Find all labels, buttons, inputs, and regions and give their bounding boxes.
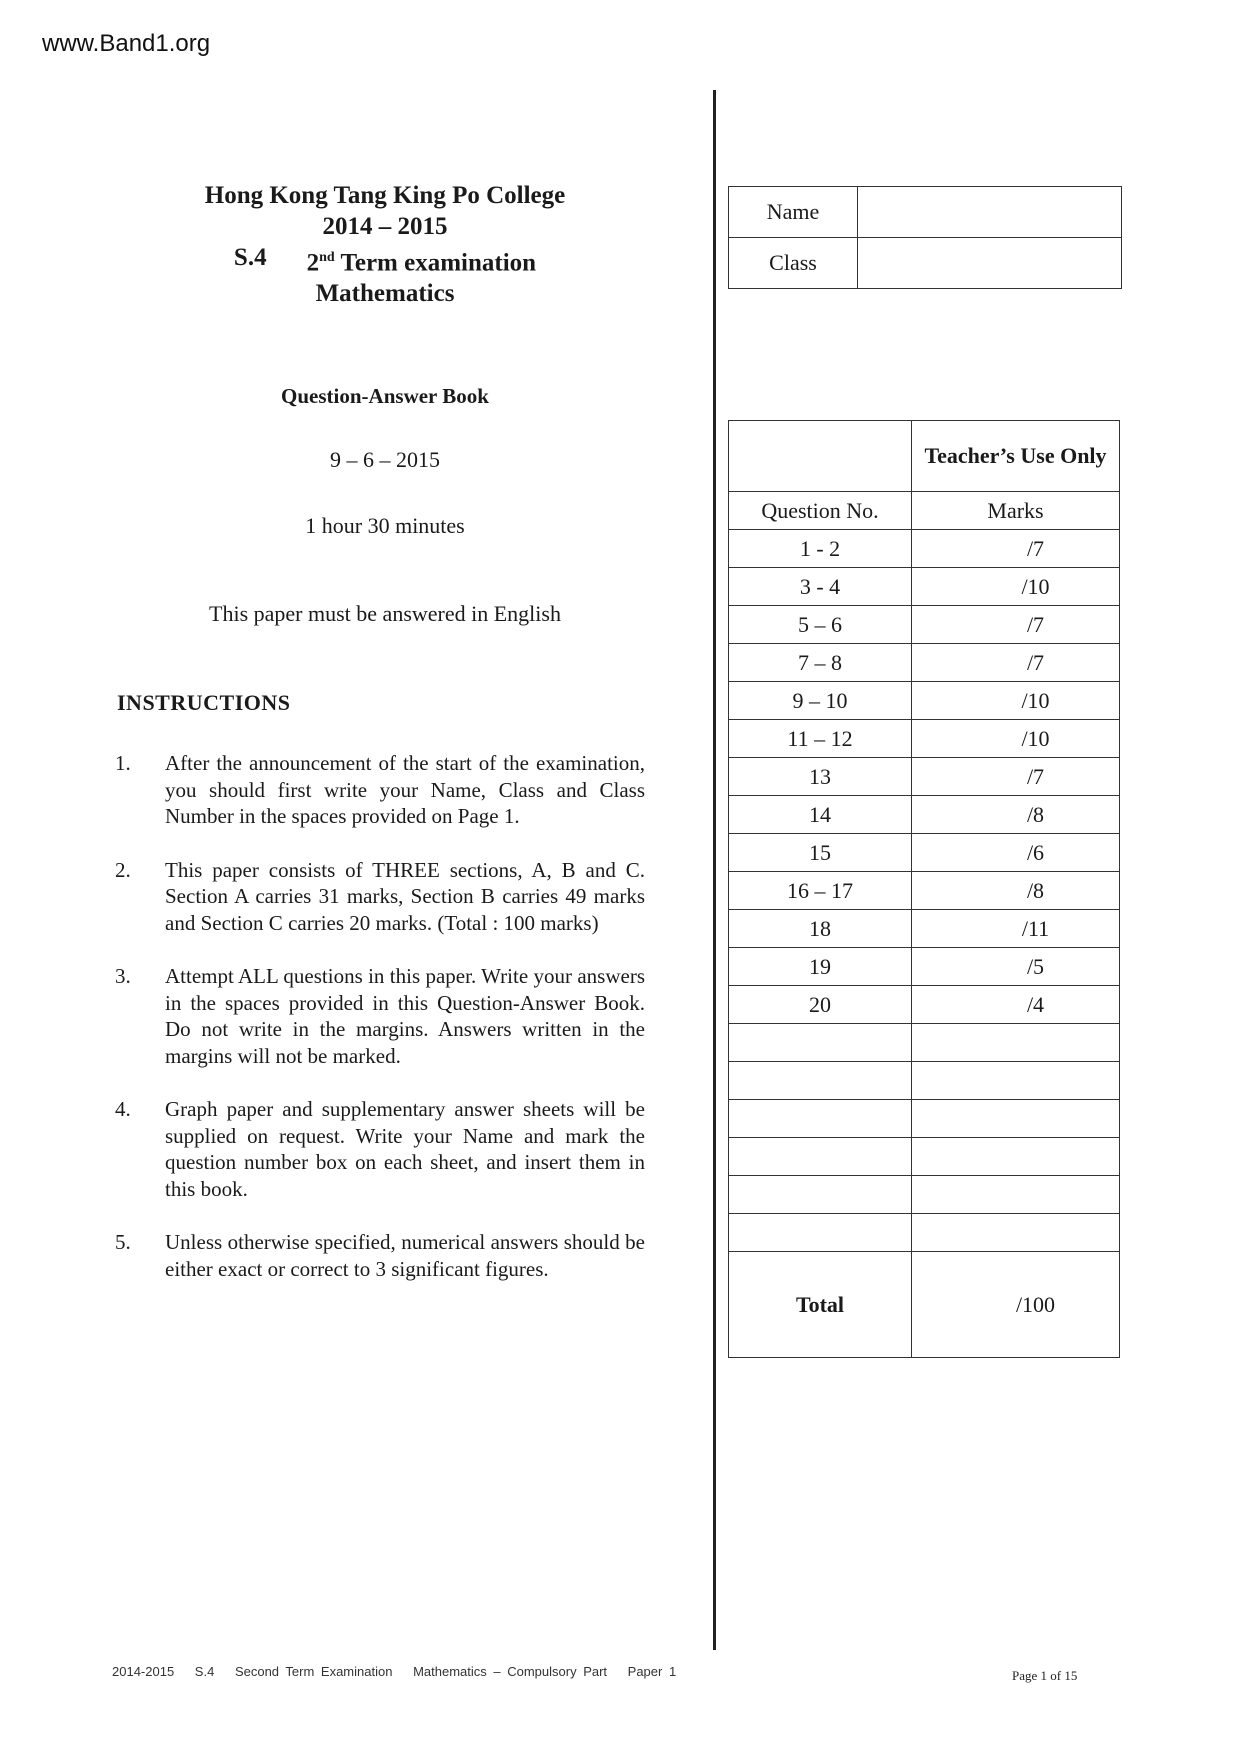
table-row bbox=[729, 948, 1120, 986]
question-cell: 11 – 12 bbox=[729, 720, 912, 758]
question-cell: 5 – 6 bbox=[729, 606, 912, 644]
total-marks-cell[interactable]: /100 bbox=[912, 1252, 1120, 1358]
instructions-heading: INSTRUCTIONS bbox=[117, 690, 291, 715]
total-label: Total bbox=[729, 1252, 912, 1358]
marks-table bbox=[728, 420, 1120, 1358]
table-row bbox=[729, 910, 1120, 948]
instruction-item bbox=[115, 963, 645, 1069]
marks-cell[interactable]: /7 bbox=[912, 530, 1120, 568]
table-row bbox=[729, 758, 1120, 796]
instruction-item bbox=[115, 750, 645, 830]
table-row bbox=[729, 796, 1120, 834]
name-field[interactable] bbox=[858, 187, 1122, 238]
marks-cell[interactable]: /5 bbox=[912, 948, 1120, 986]
marks-header: Marks bbox=[912, 492, 1120, 530]
instruction-item bbox=[115, 1096, 645, 1202]
table-row bbox=[729, 720, 1120, 758]
column-header-row bbox=[729, 492, 1120, 530]
subject-name: Mathematics bbox=[315, 280, 455, 308]
table-row bbox=[729, 1024, 1120, 1062]
academic-year: 2014 – 2015 bbox=[322, 213, 448, 240]
marks-cell[interactable] bbox=[912, 1100, 1120, 1138]
instruction-number: 1. bbox=[115, 751, 131, 775]
question-cell: 13 bbox=[729, 758, 912, 796]
marks-cell[interactable]: /7 bbox=[912, 758, 1120, 796]
name-label: Name bbox=[729, 187, 858, 238]
table-row bbox=[729, 1176, 1120, 1214]
instruction-text: Attempt ALL questions in this paper. Write your answers in the spaces provided in this Question-Answer Book. Do not write in the margins. Answers written in the margins will not be marked. bbox=[165, 964, 645, 1068]
term-text: Term examination bbox=[340, 249, 537, 277]
total-row bbox=[729, 1252, 1120, 1358]
marks-cell[interactable] bbox=[912, 1176, 1120, 1214]
marks-cell[interactable]: /6 bbox=[912, 834, 1120, 872]
instruction-number: 2. bbox=[115, 857, 131, 882]
footer-paper: Paper 1 bbox=[627, 1664, 677, 1679]
instruction-number: 4. bbox=[115, 1097, 131, 1121]
table-row bbox=[729, 1138, 1120, 1176]
name-row bbox=[729, 187, 1122, 238]
book-title: Question-Answer Book bbox=[281, 384, 489, 408]
table-row bbox=[729, 1100, 1120, 1138]
question-cell bbox=[729, 1138, 912, 1176]
instruction-number: 5. bbox=[115, 1230, 131, 1254]
question-cell: 15 bbox=[729, 834, 912, 872]
class-field[interactable] bbox=[858, 238, 1122, 289]
term-ordinal: 2 bbox=[306, 249, 320, 277]
marks-cell[interactable]: /10 bbox=[912, 720, 1120, 758]
language-note: This paper must be answered in English bbox=[209, 601, 561, 626]
table-row bbox=[729, 682, 1120, 720]
form-level: S.4 bbox=[233, 244, 267, 271]
exam-duration: 1 hour 30 minutes bbox=[305, 513, 465, 538]
question-cell: 1 - 2 bbox=[729, 530, 912, 568]
marks-cell[interactable] bbox=[912, 1024, 1120, 1062]
instruction-item bbox=[115, 857, 645, 937]
marks-cell[interactable] bbox=[912, 1138, 1120, 1176]
question-cell: 19 bbox=[729, 948, 912, 986]
instruction-text: Unless otherwise specified, numerical answers should be either exact or correct to 3 significant figures. bbox=[165, 1230, 645, 1281]
question-cell bbox=[729, 1214, 912, 1252]
footer-exam: Second Term Examination bbox=[234, 1664, 393, 1679]
question-cell bbox=[729, 1062, 912, 1100]
marks-cell[interactable]: /7 bbox=[912, 606, 1120, 644]
website-watermark: www.Band1.org bbox=[42, 30, 211, 57]
vertical-divider bbox=[713, 90, 716, 1650]
instructions-list bbox=[115, 750, 645, 1309]
table-row bbox=[729, 644, 1120, 682]
table-row bbox=[729, 606, 1120, 644]
instruction-text: After the announcement of the start of the examination, you should first write your Name, Class and Class Number in the spaces provided on Page 1. bbox=[165, 751, 645, 828]
header-blank-cell bbox=[729, 421, 912, 492]
marks-cell[interactable]: /11 bbox=[912, 910, 1120, 948]
term-suffix: nd bbox=[319, 250, 335, 265]
footer-subject: Mathematics – Compulsory Part bbox=[413, 1664, 608, 1679]
table-row bbox=[729, 530, 1120, 568]
teacher-header-row bbox=[729, 421, 1120, 492]
table-row bbox=[729, 1214, 1120, 1252]
question-no-header: Question No. bbox=[729, 492, 912, 530]
marks-cell[interactable]: /4 bbox=[912, 986, 1120, 1024]
student-info-table bbox=[728, 186, 1122, 289]
marks-cell[interactable]: /8 bbox=[912, 872, 1120, 910]
term-title bbox=[307, 242, 536, 278]
school-name: Hong Kong Tang King Po College bbox=[204, 182, 566, 209]
table-row bbox=[729, 834, 1120, 872]
question-cell bbox=[729, 1024, 912, 1062]
question-cell: 20 bbox=[729, 986, 912, 1024]
marks-cell[interactable]: /10 bbox=[912, 682, 1120, 720]
question-cell: 18 bbox=[729, 910, 912, 948]
table-row bbox=[729, 568, 1120, 606]
page-number: Page 1 of 15 bbox=[1012, 1668, 1078, 1683]
exam-date: 9 – 6 – 2015 bbox=[330, 447, 440, 472]
instruction-number: 3. bbox=[115, 964, 131, 988]
instruction-text: Graph paper and supplementary answer sheets will be supplied on request. Write your Name and mark the question number box on each sheet, and insert them in this book. bbox=[165, 1097, 645, 1201]
instruction-text: This paper consists of THREE sections, A, B and C. Section A carries 31 marks, Section B carries 49 marks and Section C carries 20 marks. (Total : 100 marks) bbox=[165, 857, 645, 935]
form-term-row bbox=[150, 242, 620, 278]
teacher-use-only-label: Teacher’s Use Only bbox=[912, 421, 1120, 492]
question-cell: 16 – 17 bbox=[729, 872, 912, 910]
question-cell: 7 – 8 bbox=[729, 644, 912, 682]
marks-cell[interactable]: /10 bbox=[912, 568, 1120, 606]
class-label: Class bbox=[729, 238, 858, 289]
question-cell: 9 – 10 bbox=[729, 682, 912, 720]
table-row bbox=[729, 986, 1120, 1024]
marks-cell[interactable] bbox=[912, 1062, 1120, 1100]
marks-cell[interactable]: /8 bbox=[912, 796, 1120, 834]
footer-form: S.4 bbox=[194, 1664, 215, 1679]
footer-year: 2014-2015 bbox=[112, 1664, 175, 1679]
question-cell: 3 - 4 bbox=[729, 568, 912, 606]
question-cell: 14 bbox=[729, 796, 912, 834]
class-row bbox=[729, 238, 1122, 289]
marks-cell[interactable] bbox=[912, 1214, 1120, 1252]
table-row bbox=[729, 872, 1120, 910]
exam-header bbox=[150, 180, 620, 309]
page-footer bbox=[112, 1664, 690, 1679]
marks-cell[interactable]: /7 bbox=[912, 644, 1120, 682]
question-cell bbox=[729, 1176, 912, 1214]
instruction-item bbox=[115, 1229, 645, 1282]
question-cell bbox=[729, 1100, 912, 1138]
table-row bbox=[729, 1062, 1120, 1100]
